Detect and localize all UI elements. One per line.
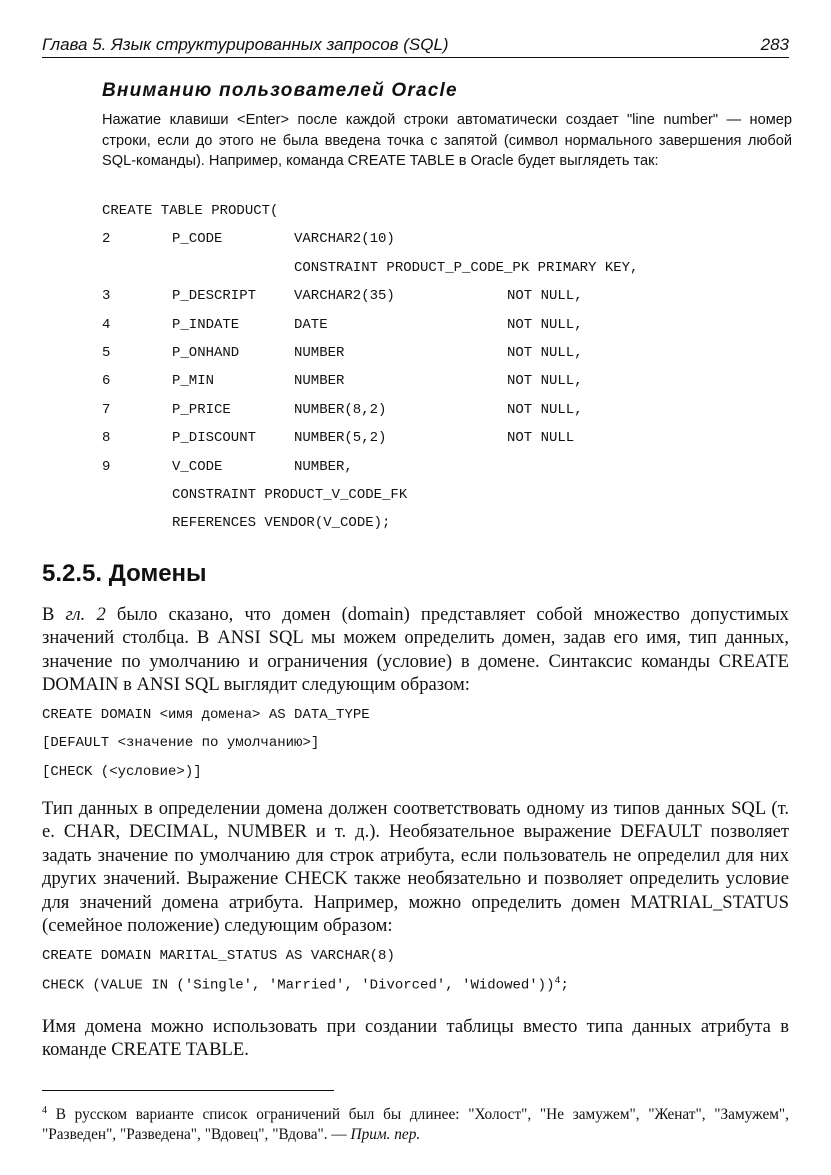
code-text: NUMBER — [294, 344, 345, 361]
code-text: NUMBER, — [294, 458, 353, 475]
footnote-reference: 4 — [554, 976, 561, 988]
paragraph-domain-usage: Имя домена можно использовать при создании таблицы вместо типа данных атрибута в команде CREATE TABLE. — [42, 1016, 789, 1061]
footnote-text: В русском варианте список ограничений был бы длинее: "Холост", "Не замужем", "Женат", "Замужем", "Разведен", "Разведена", "Вдовец", "Вдова". — — [42, 1106, 790, 1144]
code-line: [DEFAULT <значение по умолчанию>] — [42, 735, 320, 752]
example-code-block — [42, 948, 569, 1005]
code-text: NOT NULL, — [507, 373, 583, 390]
code-line — [102, 259, 639, 288]
code-text: VARCHAR2(10) — [294, 231, 395, 248]
code-text: P_DESCRIPT — [172, 288, 257, 305]
code-text: NUMBER(8,2) — [294, 401, 387, 418]
line-number: 6 — [102, 373, 111, 390]
code-line — [102, 458, 353, 487]
chapter-reference: гл. 2 — [65, 604, 106, 625]
code-line — [102, 344, 583, 373]
page-number: 283 — [760, 35, 789, 54]
code-text: NUMBER(5,2) — [294, 430, 387, 447]
code-text: P_ONHAND — [172, 344, 240, 361]
oracle-note — [102, 80, 792, 172]
code-text: ; — [560, 978, 569, 995]
code-text: CONSTRAINT PRODUCT_V_CODE_FK — [172, 486, 408, 503]
code-line — [102, 231, 395, 259]
code-line — [102, 515, 391, 543]
code-text: REFERENCES VENDOR(V_CODE); — [172, 515, 391, 532]
line-number: 3 — [102, 288, 111, 305]
oracle-code-listing — [102, 203, 639, 544]
code-text: VARCHAR2(35) — [294, 288, 395, 305]
code-text: V_CODE — [172, 458, 223, 475]
translator-note: Прим. пер. — [350, 1126, 421, 1144]
code-text: CHECK (VALUE IN ('Single', 'Married', 'Divorced', 'Widowed')) — [42, 978, 555, 995]
line-number: 7 — [102, 401, 111, 418]
code-line: CREATE DOMAIN MARITAL_STATUS AS VARCHAR(8) — [42, 948, 395, 964]
code-line — [102, 288, 583, 316]
code-text: NOT NULL — [507, 430, 575, 447]
line-number: 9 — [102, 458, 111, 475]
code-text: CONSTRAINT PRODUCT_P_CODE_PK PRIMARY KEY, — [294, 259, 639, 276]
section-heading: 5.2.5. Домены — [42, 560, 207, 587]
code-text: NOT NULL, — [507, 316, 583, 333]
code-text: P_DISCOUNT — [172, 430, 257, 447]
code-line — [102, 430, 575, 458]
line-number: 2 — [102, 231, 111, 248]
code-text: P_MIN — [172, 373, 215, 390]
code-line — [102, 401, 583, 430]
syntax-code-block — [42, 707, 370, 792]
code-line — [42, 976, 569, 1004]
chapter-title: Глава 5. Язык структурированных запросов (SQL) — [42, 35, 449, 54]
footnote — [42, 1101, 789, 1145]
line-number: 5 — [102, 344, 111, 361]
footnote-rule — [42, 1090, 334, 1091]
code-line — [102, 203, 279, 231]
line-number: 4 — [102, 316, 111, 333]
code-line — [102, 316, 583, 345]
para-text: было сказано, что домен (domain) представляет собой множество допустимых значений столбца. В ANSI SQL мы можем определить домен, задав его имя, тип данных, значение по умолчанию и ограничения (условие) в домене. Синтаксис команды CREATE DOMAIN в ANSI SQL выглядит следующим образом: — [42, 604, 789, 696]
code-text: NOT NULL, — [507, 344, 583, 361]
code-line: CREATE DOMAIN <имя домена> AS DATA_TYPE — [42, 707, 370, 723]
header-rule — [42, 57, 789, 58]
code-text: NOT NULL, — [507, 288, 583, 305]
code-text: NOT NULL, — [507, 401, 583, 418]
code-line: [CHECK (<условие>)] — [42, 763, 202, 780]
note-text: Нажатие клавиши <Enter> после каждой строки автоматически создает "line number" — номер строки, если до этого не была введена точка с запятой (символ нормального завершения любой SQL-команды). Например, команда CREATE TABLE в Oracle будет выглядеть так: — [102, 112, 792, 169]
line-number: 8 — [102, 430, 111, 447]
code-text: P_CODE — [172, 231, 223, 248]
paragraph-domain-definition: Тип данных в определении домена должен соответствовать одному из типов данных SQL (т. е. CHAR, DECIMAL, NUMBER и т. д.). Необязательное выражение DEFAULT позволяет задать значение по умолчанию для строк атрибута, если пользователь не определил для них других значений. Выражение CHECK также необязательно и позволяет определить условие для значений домена атрибута. Например, можно определить домен MATRIAL_STATUS (семейное положение) следующим образом: — [42, 798, 789, 937]
code-text: CREATE TABLE PRODUCT( — [102, 203, 279, 219]
footnote-mark: 4 — [42, 1105, 47, 1116]
code-text: P_INDATE — [172, 316, 240, 333]
code-text: DATE — [294, 316, 328, 333]
code-line — [102, 486, 408, 515]
para-lead: В — [42, 604, 55, 625]
code-line — [102, 373, 583, 401]
running-header — [42, 33, 789, 59]
paragraph-domains-intro — [42, 603, 789, 697]
code-text: P_PRICE — [172, 401, 231, 418]
note-title: Вниманию пользователей Oracle — [102, 80, 458, 101]
code-text: NUMBER — [294, 373, 345, 390]
